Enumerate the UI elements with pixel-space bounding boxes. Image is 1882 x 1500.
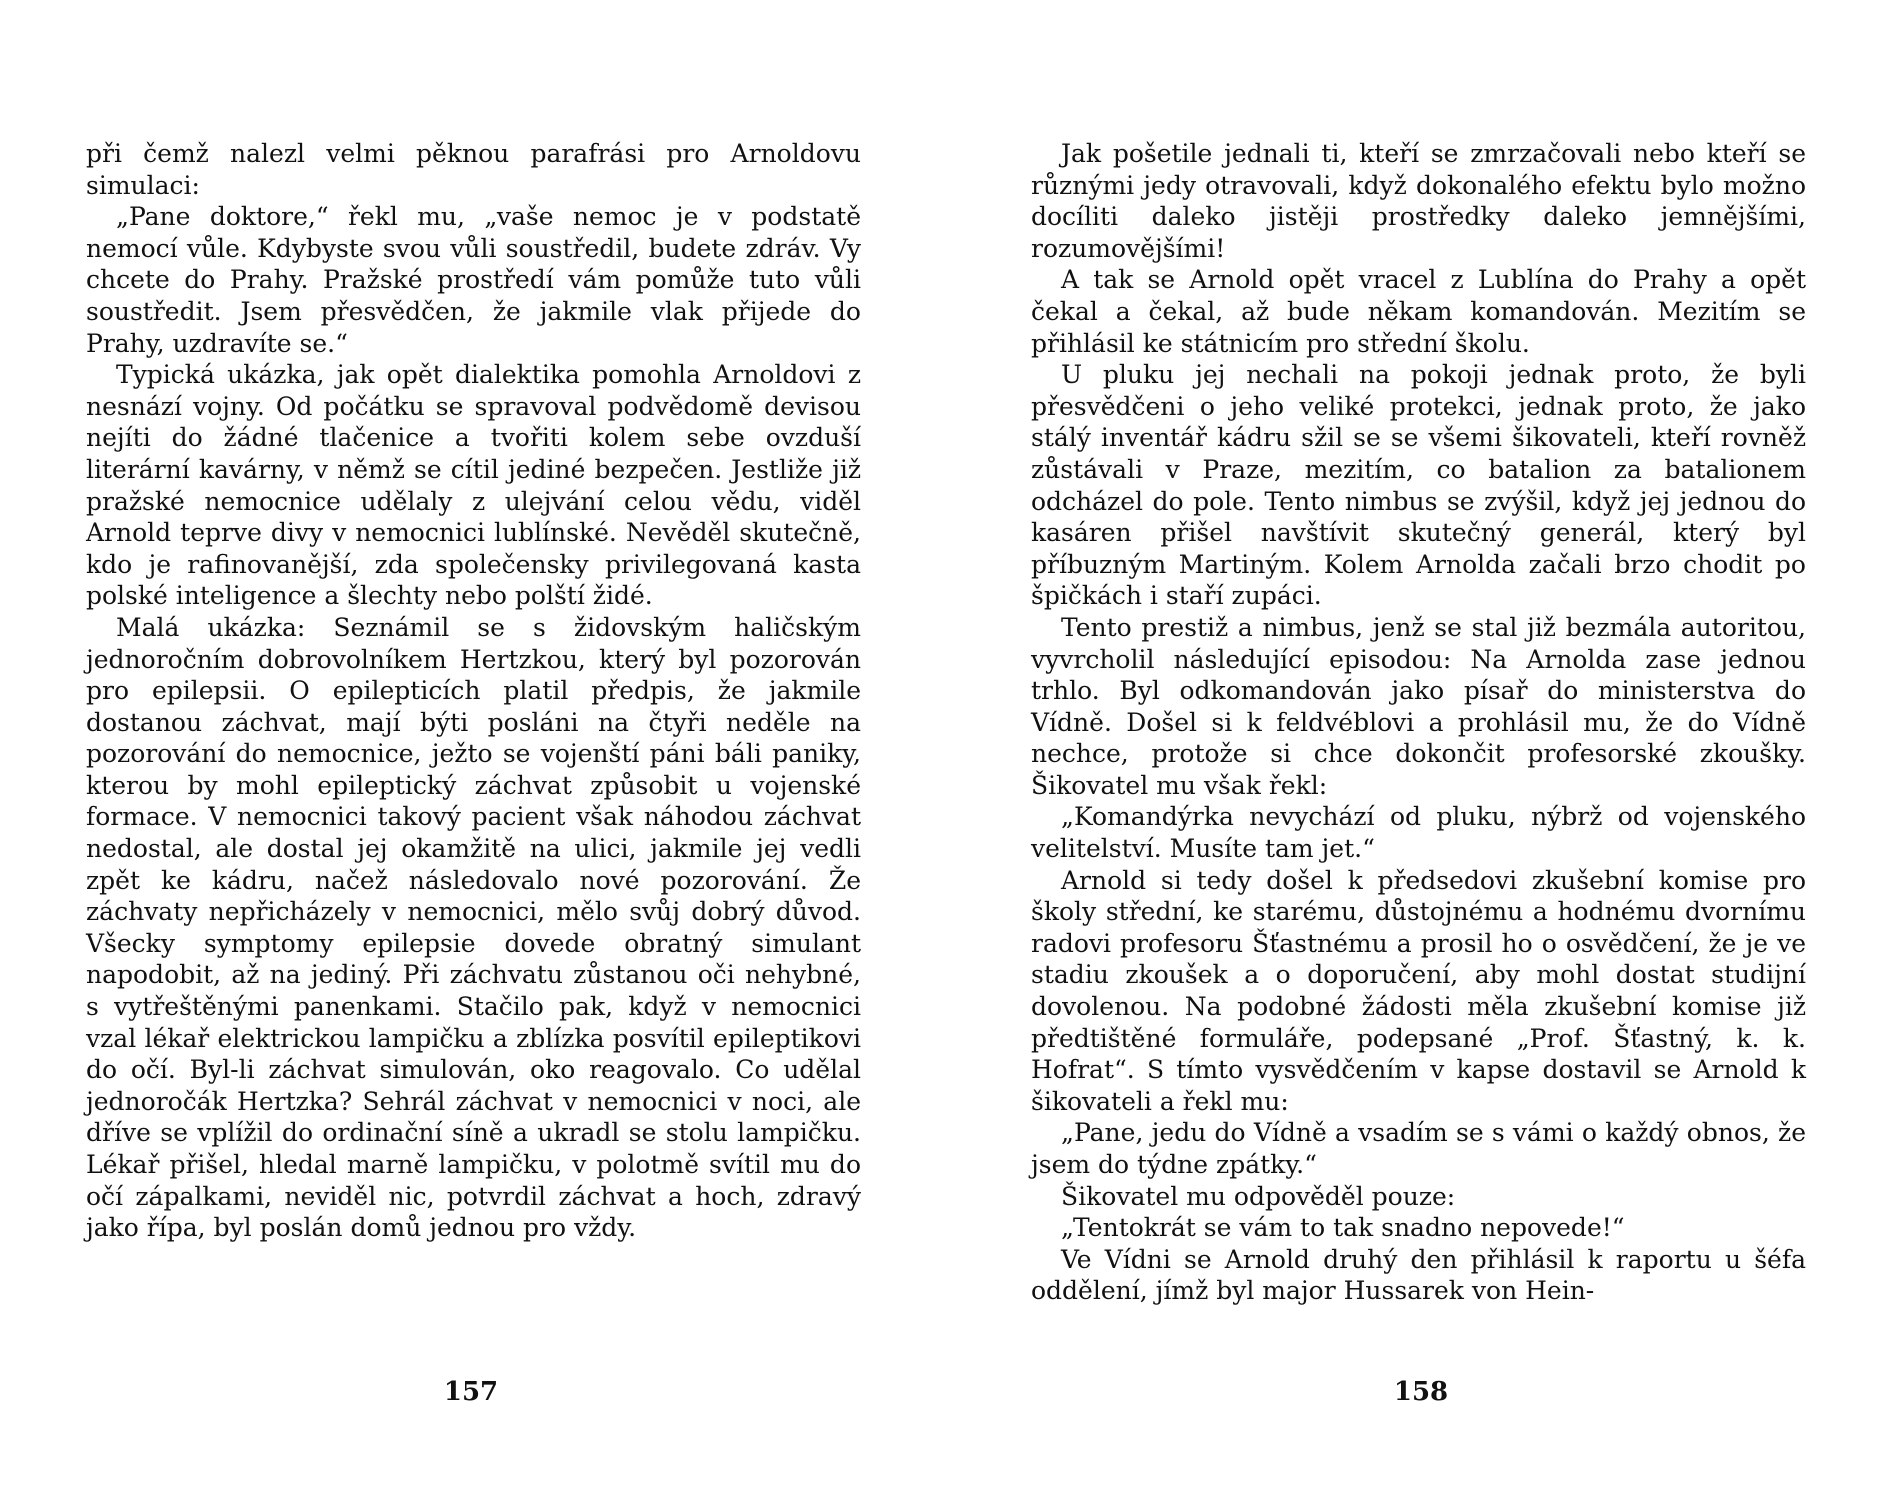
paragraph: Jak pošetile jednali ti, kteří se zmrzačovali nebo kteří se různými jedy otravovali, když dokonalého efektu bylo možno docíliti daleko jistěji prostředky daleko jemnějšími, rozumovějšími! [1031, 139, 1806, 263]
paragraph: Arnold si tedy došel k předsedovi zkušební komise pro školy střední, ke starému, důstojnému a hodnému dvornímu radovi profesoru Šťastnému a prosil ho o osvědčení, že je ve stadiu zkoušek a o doporučení, aby mohl dostat studijní dovolenou. Na podobné žádosti měla zkušební komise již předtištěné formuláře, podepsané „Prof. Šťastný, k. k. Hofrat“. S tímto vysvědčením v kapse dostavil se Arnold k šikovateli a řekl mu: [1031, 865, 1806, 1116]
paragraph: A tak se Arnold opět vracel z Lublína do Prahy a opět čekal a čekal, až bude někam komandován. Mezitím se přihlásil ke státnicím pro střední školu. [1031, 265, 1806, 358]
right-page [941, 0, 1882, 1500]
page-number: 157 [443, 1377, 499, 1407]
page-number: 158 [1393, 1377, 1449, 1407]
left-page-text [86, 138, 861, 1244]
paragraph: „Tentokrát se vám to tak snadno nepovede!“ [1061, 1213, 1625, 1243]
paragraph: Ve Vídni se Arnold druhý den přihlásil k raportu u šéfa oddělení, jímž byl major Hussarek von Hein- [1031, 1244, 1806, 1306]
right-page-text [1031, 138, 1806, 1307]
paragraph: Malá ukázka: Seznámil se s židovským haličským jednoročním dobrovolníkem Hertzkou, který byl pozorován pro epilepsii. O epilepticích platil předpis, že jakmile dostanou záchvat, mají býti posláni na čtyři neděle na pozorování do nemocnice, ježto se vojenští páni báli paniky, kterou by mohl epileptický záchvat způsobit u vojenské formace. V nemocnici takový pacient však náhodou záchvat nedostal, ale dostal jej okamžitě na ulici, jakmile jej vedli zpět ke kádru, načež následovalo nové pozorování. Že záchvaty nepřicházely v nemocnici, mělo svůj dobrý důvod. Všecky symptomy epilepsie dovede obratný simulant napodobit, až na jediný. Při záchvatu zůstanou oči nehybné, s vytřeštěnými panenkami. Stačilo pak, když v nemocnici vzal lékař elektrickou lampičku a zblízka posvítil epileptikovi do očí. Byl-li záchvat simulován, oko reagovalo. Co udělal jednoročák Hertzka? Sehrál záchvat v nemocnici v noci, ale dříve se vplížil do ordinační síně a ukradl se stolu lampičku. Lékař přišel, hledal marně lampičku, v polotmě svítil mu do očí zápalkami, neviděl nic, potvrdil záchvat a hoch, zdravý jako řípa, byl poslán domů jednou pro vždy. [86, 612, 861, 1243]
paragraph: Tento prestiž a nimbus, jenž se stal již bezmála autoritou, vyvrcholil následující episodou: Na Arnolda zase jednou trhlo. Byl odkomandován jako písař do ministerstva do Vídně. Došel si k feldvéblovi a prohlásil mu, že do Vídně nechce, protože si chce dokončit profesorské zkoušky. Šikovatel mu však řekl: [1031, 612, 1806, 800]
paragraph: „Pane doktore,“ řekl mu, „vaše nemoc je v podstatě nemocí vůle. Kdybyste svou vůli soustředil, budete zdráv. Vy chcete do Prahy. Pražské prostředí vám pomůže tuto vůli soustředit. Jsem přesvědčen, že jakmile vlak přijede do Prahy, uzdravíte se.“ [86, 202, 861, 358]
paragraph: „Komandýrka nevychází od pluku, nýbrž od vojenského velitelství. Musíte tam jet.“ [1031, 802, 1806, 864]
paragraph: Typická ukázka, jak opět dialektika pomohla Arnoldovi z nesnází vojny. Od počátku se spravoval podvědomě devisou nejíti do žádné tlačenice a tvořiti kolem sebe ovzduší literární kavárny, v němž se cítil jediné bezpečen. Jestliže již pražské nemocnice udělaly z ulejvání celou vědu, viděl Arnold teprve divy v nemocnici lublínské. Nevěděl skutečně, kdo je rafinovanější, zda společensky privilegovaná kasta polské inteligence a šlechty nebo polští židé. [86, 360, 861, 611]
paragraph: U pluku jej nechali na pokoji jednak proto, že byli přesvědčeni o jeho veliké protekci, jednak proto, že jako stálý inventář kádru sžil se se všemi šikovateli, kteří rovněž zůstávali v Praze, mezitím, co batalion za batalionem odcházel do pole. Tento nimbus se zvýšil, když jej jednou do kasáren přišel navštívit skutečný generál, který byl příbuzným Martiným. Kolem Arnolda začali brzo chodit po špičkách i staří zupáci. [1031, 360, 1806, 611]
paragraph: při čemž nalezl velmi pěknou parafrási pro Arnoldovu simulaci: [86, 139, 861, 200]
paragraph: „Pane, jedu do Vídně a vsadím se s vámi o každý obnos, že jsem do týdne zpátky.“ [1031, 1118, 1806, 1179]
paragraph: Šikovatel mu odpověděl pouze: [1061, 1181, 1456, 1211]
